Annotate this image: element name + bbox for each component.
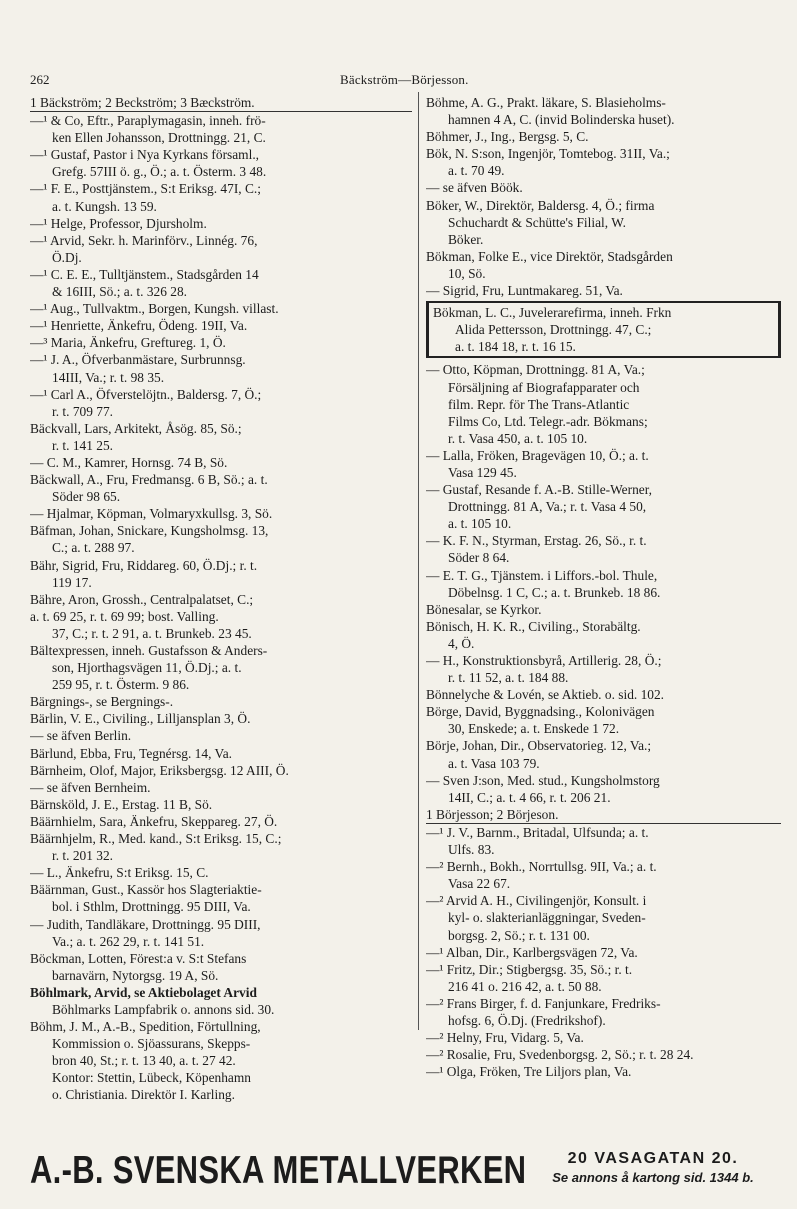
directory-line: —¹ Gustaf, Pastor i Nya Kyrkans församl.,	[30, 147, 260, 163]
directory-line: Kommission o. Sjöassurans, Skepps-	[52, 1036, 251, 1052]
directory-line: a. t. 69 25, r. t. 69 99; bost. Valling.	[30, 608, 219, 624]
right-column-entries-top	[426, 94, 781, 299]
directory-line: Bärnsköld, J. E., Erstag. 11 B, Sö.	[30, 796, 213, 812]
directory-line: Bönesalar, se Kyrkor.	[426, 601, 542, 617]
directory-line: Bök, N. S:son, Ingenjör, Tomtebog. 31II, Va.;	[426, 146, 670, 162]
directory-line: Bältexpressen, inneh. Gustafsson & Anders-	[30, 643, 268, 658]
directory-line: Bäfman, Johan, Snickare, Kungsholmsg. 13,	[30, 523, 269, 539]
directory-line: barnavärn, Nytorgsg. 19 A, Sö.	[52, 967, 219, 983]
directory-line: Kontor: Stettin, Lübeck, Köpenhamn	[52, 1070, 251, 1086]
directory-line: —¹ Henriette, Änkefru, Ödeng. 19II, Va.	[30, 318, 248, 334]
directory-line: — Sven J:son, Med. stud., Kungsholmstorg	[426, 772, 660, 788]
directory-line: — L., Änkefru, S:t Eriksg. 15, C.	[30, 865, 209, 881]
directory-line: a. t. 105 10.	[448, 516, 512, 532]
directory-line: 4, Ö.	[448, 635, 475, 651]
directory-line: Bönnelyche & Lovén, se Aktieb. o. sid. 102.	[426, 687, 665, 703]
directory-line: Böhmer, J., Ing., Bergsg. 5, C.	[426, 129, 589, 145]
directory-line: —¹ Aug., Tullvaktm., Borgen, Kungsh. villast.	[30, 301, 279, 317]
directory-line: son, Hjorthagsvägen 11, Ö.Dj.; a. t.	[52, 660, 242, 676]
directory-line: 1 Börjesson; 2 Börjeson.	[426, 806, 781, 824]
directory-line: Bärnheim, Olof, Major, Eriksbergsg. 12 AIII, Ö.	[30, 762, 289, 778]
directory-line: 119 17.	[52, 574, 92, 590]
directory-line: Vasa 22 67.	[448, 876, 511, 892]
directory-line: borgsg. 2, Sö.; r. t. 131 00.	[448, 927, 590, 943]
directory-line: & 16III, Sö.; a. t. 326 28.	[52, 284, 188, 300]
directory-line: —³ Maria, Änkefru, Greftureg. 1, Ö.	[30, 335, 226, 351]
directory-line: Böker, W., Direktör, Baldersg. 4, Ö.; firma	[426, 197, 655, 213]
directory-line: —¹ Olga, Fröken, Tre Liljors plan, Va.	[426, 1064, 632, 1080]
boxed-advertisement	[426, 301, 781, 358]
running-title: Bäckström—Börjesson.	[340, 72, 469, 87]
directory-line: r. t. Vasa 450, a. t. 105 10.	[448, 430, 588, 446]
directory-line: Grefg. 57III ö. g., Ö.; a. t. Österm. 3 48.	[52, 164, 267, 180]
directory-line: Bäärnhielm, Sara, Änkefru, Skeppareg. 27, Ö.	[30, 813, 278, 829]
directory-line: — Lalla, Fröken, Bragevägen 10, Ö.; a. t.	[426, 447, 649, 463]
directory-line: —¹ Arvid, Sekr. h. Marinförv., Linnég. 76,	[30, 232, 258, 248]
directory-line: — Judith, Tandläkare, Drottningg. 95 DIII,	[30, 916, 261, 932]
directory-line: Drottningg. 81 A, Va.; r. t. Vasa 4 50,	[448, 499, 647, 515]
directory-line: 10, Sö.	[448, 265, 486, 281]
directory-line: 30, Enskede; a. t. Enskede 1 72.	[448, 721, 620, 737]
directory-line: Bähr, Sigrid, Fru, Riddareg. 60, Ö.Dj.; r. t.	[30, 557, 258, 573]
directory-line: bron 40, St.; r. t. 13 40, a. t. 27 42.	[52, 1053, 236, 1069]
directory-line: Börge, David, Byggnadsing., Kolonivägen	[426, 704, 655, 720]
directory-line: 14II, C.; a. t. 4 66, r. t. 206 21.	[448, 789, 611, 805]
directory-line: hofsg. 6, Ö.Dj. (Fredrikshof).	[448, 1012, 606, 1028]
directory-line: —¹ J. A., Öfverbanmästare, Surbrunnsg.	[30, 352, 246, 368]
directory-line: Bärlund, Ebba, Fru, Tegnérsg. 14, Va.	[30, 745, 233, 761]
directory-line: Bäckwall, A., Fru, Fredmansg. 6 B, Sö.; a. t.	[30, 472, 268, 488]
directory-line: Bäckvall, Lars, Arkitekt, Åsög. 85, Sö.;	[30, 420, 242, 436]
left-column	[30, 94, 412, 1104]
directory-line: r. t. 141 25.	[52, 437, 114, 453]
directory-line: 14III, Va.; r. t. 98 35.	[52, 369, 165, 385]
directory-line: —² Bernh., Bokh., Norrtullsg. 9II, Va.; a. t.	[426, 859, 657, 875]
directory-line: 1 Bäckström; 2 Beckström; 3 Bæckström.	[30, 94, 412, 112]
directory-line: — H., Konstruktionsbyrå, Artillerig. 28, Ö.;	[426, 653, 662, 668]
page-number: 262	[30, 72, 50, 87]
directory-line: Böhme, A. G., Prakt. läkare, S. Blasieholms-	[426, 95, 666, 110]
directory-line: r. t. 201 32.	[52, 848, 114, 864]
directory-line: —² Rosalie, Fru, Svedenborgsg. 2, Sö.; r. t. 28 24.	[426, 1047, 694, 1063]
directory-line: 216 41 o. 216 42, a. t. 50 88.	[448, 978, 602, 994]
directory-line: Bärgnings-, se Bergnings-.	[30, 694, 174, 710]
directory-line: Ulfs. 83.	[448, 842, 495, 858]
directory-line: Böker.	[448, 231, 484, 247]
right-column	[426, 94, 781, 1080]
directory-line: Bäärnman, Gust., Kassör hos Slagteriaktie-	[30, 882, 262, 898]
directory-line: r. t. 709 77.	[52, 403, 114, 419]
directory-line: a. t. 184 18, r. t. 16 15.	[455, 339, 576, 355]
directory-line: o. Christiania. Direktör I. Karling.	[52, 1087, 235, 1103]
directory-line: — K. F. N., Styrman, Erstag. 26, Sö., r. t.	[426, 533, 647, 549]
directory-line: —¹ Helge, Professor, Djursholm.	[30, 215, 207, 231]
directory-line: Bökman, Folke E., vice Direktör, Stadsgården	[426, 248, 673, 264]
directory-line: Söder 8 64.	[448, 550, 510, 566]
directory-line: — se äfven Bernheim.	[30, 779, 151, 795]
right-column-entries-bottom	[426, 361, 781, 1080]
directory-line: Ö.Dj.	[52, 249, 82, 265]
directory-line: —² Arvid A. H., Civilingenjör, Konsult. i	[426, 893, 647, 909]
directory-line: a. t. Kungsh. 13 59.	[52, 198, 157, 214]
directory-line: Försäljning af Biografapparater och	[448, 379, 640, 395]
directory-line: Böhlmarks Lampfabrik o. annons sid. 30.	[52, 1001, 275, 1017]
directory-line: — E. T. G., Tjänstem. i Liffors.-bol. Thule,	[426, 567, 658, 583]
directory-line: Bäärnhjelm, R., Med. kand., S:t Eriksg. 15, C.;	[30, 831, 282, 847]
directory-line: Films Co, Ltd. Telegr.-adr. Bökmans;	[448, 413, 648, 429]
directory-line: — Gustaf, Resande f. A.-B. Stille-Werner,	[426, 482, 652, 498]
directory-line: Va.; a. t. 262 29, r. t. 141 51.	[52, 933, 205, 949]
directory-line: —¹ Carl A., Öfverstelöjtn., Baldersg. 7, Ö.;	[30, 386, 262, 402]
footer-address: 20 VASAGATAN 20.	[567, 1150, 739, 1167]
directory-line: Böhlmark, Arvid, se Aktiebolaget Arvid	[30, 984, 257, 1000]
directory-line: — se äfven Berlin.	[30, 728, 132, 744]
directory-line: kyl- o. slakterianläggningar, Sveden-	[448, 910, 646, 926]
footer-ad-reference: Se annons å kartong sid. 1344 b.	[552, 1170, 754, 1185]
directory-line: —¹ Alban, Dir., Karlbergsvägen 72, Va.	[426, 944, 638, 960]
directory-line: a. t. 70 49.	[448, 163, 505, 179]
directory-line: Börje, Johan, Dir., Observatorieg. 12, Va.;	[426, 738, 652, 754]
directory-line: —¹ & Co, Eftr., Paraplymagasin, inneh. frö-	[30, 113, 266, 129]
directory-line: Bärlin, V. E., Civiling., Lilljansplan 3, Ö.	[30, 711, 251, 727]
directory-line: —² Frans Birger, f. d. Fanjunkare, Fredriks-	[426, 995, 661, 1011]
directory-line: —¹ C. E. E., Tulltjänstem., Stadsgården 14	[30, 266, 259, 282]
directory-line: — Hjalmar, Köpman, Volmaryxkullsg. 3, Sö.	[30, 506, 273, 522]
directory-line: Schuchardt & Schütte's Filial, W.	[448, 214, 626, 230]
footer-address-block	[538, 1150, 768, 1185]
directory-line: r. t. 11 52, a. t. 184 88.	[448, 670, 569, 686]
directory-line: Söder 98 65.	[52, 489, 121, 505]
directory-line: Bähre, Aron, Grossh., Centralpalatset, C.;	[30, 591, 254, 607]
directory-line: Böhm, J. M., A.-B., Spedition, Förtullning,	[30, 1019, 261, 1035]
directory-line: film. Repr. för The Trans-Atlantic	[448, 396, 630, 412]
footer-advertisement	[30, 1146, 780, 1192]
directory-line: Alida Pettersson, Drottningg. 47, C.;	[455, 322, 652, 338]
directory-line: —¹ F. E., Posttjänstem., S:t Eriksg. 47I, C.;	[30, 181, 261, 197]
directory-line: Böckman, Lotten, Förest:a v. S:t Stefans	[30, 950, 247, 966]
directory-line: 259 95, r. t. Österm. 9 86.	[52, 677, 190, 693]
column-divider	[418, 92, 419, 1030]
directory-line: a. t. Vasa 103 79.	[448, 755, 540, 771]
directory-line: Döbelnsg. 1 C, C.; a. t. Brunkeb. 18 86.	[448, 584, 661, 600]
directory-line: Bökman, L. C., Juvelerarefirma, inneh. Frkn	[433, 305, 672, 321]
directory-line: — C. M., Kamrer, Hornsg. 74 B, Sö.	[30, 454, 228, 470]
directory-line: bol. i Sthlm, Drottningg. 95 DIII, Va.	[52, 899, 251, 915]
directory-line: — Otto, Köpman, Drottningg. 81 A, Va.;	[426, 362, 645, 378]
directory-line: Bönisch, H. K. R., Civiling., Storabältg.	[426, 618, 641, 634]
directory-line: —¹ J. V., Barnm., Britadal, Ulfsunda; a. t.	[426, 824, 649, 840]
directory-line: Vasa 129 45.	[448, 464, 517, 480]
directory-line: — se äfven Böök.	[426, 180, 523, 196]
directory-line: — Sigrid, Fru, Luntmakareg. 51, Va.	[426, 283, 623, 299]
footer-company-name: A.-B. SVENSKA METALLVERKEN	[30, 1148, 527, 1192]
directory-line: 37, C.; r. t. 2 91, a. t. Brunkeb. 23 45.	[52, 625, 252, 641]
directory-line: —¹ Fritz, Dir.; Stigbergsg. 35, Sö.; r. t.	[426, 961, 633, 977]
directory-line: C.; a. t. 288 97.	[52, 540, 135, 556]
page-header	[0, 72, 797, 92]
directory-line: —² Helny, Fru, Vidarg. 5, Va.	[426, 1030, 584, 1046]
directory-line: hamnen 4 A, C. (invid Bolinderska huset).	[448, 112, 675, 128]
directory-line: ken Ellen Johansson, Drottningg. 21, C.	[52, 130, 266, 146]
